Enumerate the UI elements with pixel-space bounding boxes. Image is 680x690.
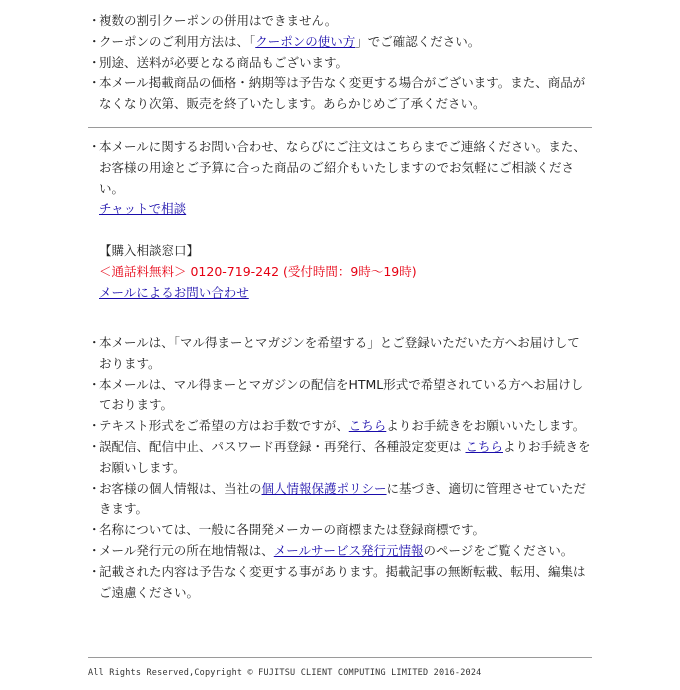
mail-notes xyxy=(88,333,592,603)
text-fragment: クーポンのご利用方法は、「 xyxy=(99,33,256,49)
list-item xyxy=(88,437,592,479)
list-item-text xyxy=(99,32,592,53)
chat-consult-link[interactable]: チャットで相談 xyxy=(99,201,187,217)
list-item xyxy=(88,479,592,521)
mail-inquiry-link[interactable]: メールによるお問い合わせ xyxy=(99,284,249,300)
list-item-text xyxy=(99,437,592,479)
list-item-text xyxy=(99,520,592,541)
list-item xyxy=(88,375,592,417)
bullet-icon: ・ xyxy=(88,75,101,91)
bullet-list xyxy=(88,11,592,115)
list-item xyxy=(88,73,592,115)
list-item xyxy=(88,416,592,437)
text-fragment: 複数の割引クーポンの併用はできません。 xyxy=(99,13,338,28)
phone-number: ＜通話料無料＞ 0120-719-242 (受付時間：9時～19時) xyxy=(99,263,417,279)
contact-section xyxy=(88,137,592,303)
list-item xyxy=(88,541,592,562)
text-fragment: 別途、送料が必要となる商品もございます。 xyxy=(99,54,349,70)
list-item xyxy=(88,53,592,74)
text-fragment: 本メールは、「マル得まーとマガジンを希望する」とご登録いただいた方へお届けしております。 xyxy=(99,335,580,371)
inline-link[interactable]: メールサービス発行元情報 xyxy=(273,542,424,558)
text-fragment: 名称については、一般に各開発メーカーの商標または登録商標です。 xyxy=(99,522,486,538)
text-fragment: のページをご覧ください。 xyxy=(423,542,574,558)
list-item-text xyxy=(99,333,592,375)
list-item xyxy=(88,333,592,375)
text-fragment: 本メールは、マル得まーとマガジンの配信をHTML形式で希望されている方へお届けしております。 xyxy=(99,376,584,413)
bullet-icon: ・ xyxy=(88,522,101,538)
copyright: All Rights Reserved,Copyright © FUJITSU CLIENT COMPUTING LIMITED 2016-2024 xyxy=(88,668,482,678)
bullet-icon: ・ xyxy=(88,542,101,558)
list-item-text xyxy=(99,375,592,417)
divider xyxy=(88,127,592,128)
bullet-icon: ・ xyxy=(88,480,101,496)
list-item-text xyxy=(99,137,592,199)
list-item xyxy=(88,562,592,604)
text-fragment: 」でご確認ください。 xyxy=(355,33,481,49)
list-item-text xyxy=(99,562,592,604)
list-item xyxy=(88,520,592,541)
list-item-text xyxy=(99,53,592,74)
inline-link[interactable]: こちら xyxy=(465,438,503,454)
text-fragment: 誤配信、配信中止、パスワード再登録・再発行、各種設定変更は xyxy=(99,438,466,454)
divider xyxy=(88,657,592,658)
list-item-text xyxy=(99,73,592,115)
bullet-icon: ・ xyxy=(88,13,101,28)
text-fragment: 記載された内容は予告なく変更する事があります。掲載記事の無断転載、転用、編集はご遠慮ください。 xyxy=(99,563,586,600)
coupon-notes xyxy=(88,11,592,115)
text-fragment: よりお手続きをお願いします。 xyxy=(99,438,591,475)
list-item xyxy=(88,32,592,53)
list-item xyxy=(88,137,592,199)
list-item-text xyxy=(99,541,592,562)
text-fragment: 本メール掲載商品の価格・納期等は予告なく変更する場合がございます。また、商品がなくなり次第、販売を終了いたします。あらかじめご了承ください。 xyxy=(99,75,586,112)
bullet-list xyxy=(88,137,592,199)
bullet-icon: ・ xyxy=(88,335,101,350)
list-item-text xyxy=(99,479,592,521)
inline-link[interactable]: 個人情報保護ポリシー xyxy=(261,480,387,496)
list-item xyxy=(88,11,592,32)
bullet-icon: ・ xyxy=(88,33,101,49)
inline-link[interactable]: クーポンの使い方 xyxy=(255,33,356,49)
inline-link[interactable]: こちら xyxy=(348,418,387,434)
bullet-icon: ・ xyxy=(88,438,101,454)
list-item-text xyxy=(99,416,592,437)
bullet-list xyxy=(88,333,592,603)
bullet-icon: ・ xyxy=(88,54,101,70)
text-fragment: テキスト形式をご希望の方はお手数ですが、 xyxy=(99,418,349,434)
list-item-text xyxy=(99,11,592,32)
bullet-icon: ・ xyxy=(88,418,101,434)
purchase-window-title: 【購入相談窓口】 xyxy=(99,242,200,258)
text-fragment: に基づき、適切に管理させていただきます。 xyxy=(99,480,587,517)
bullet-icon: ・ xyxy=(88,139,101,154)
text-fragment: メール発行元の所在地情報は、 xyxy=(99,542,274,558)
bullet-icon: ・ xyxy=(88,563,101,579)
bullet-icon: ・ xyxy=(88,376,101,392)
text-fragment: よりお手続きをお願いいたします。 xyxy=(386,418,586,434)
text-fragment: 本メールに関するお問い合わせ、ならびにご注文はこちらまでご連絡ください。また、お客様の用途とご予算に合った商品のご紹介もいたしますのでお気軽にご相談ください。 xyxy=(99,139,586,196)
text-fragment: お客様の個人情報は、当社の xyxy=(99,480,262,496)
